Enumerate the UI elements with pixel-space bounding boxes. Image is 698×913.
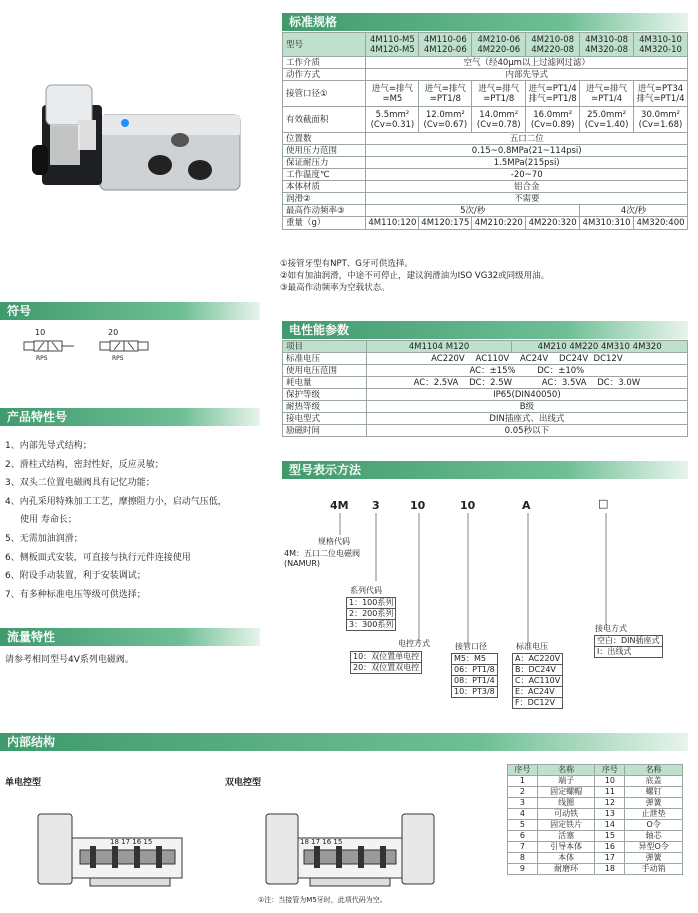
model-code-part: 10 (460, 499, 476, 512)
part-name: 本体 (537, 853, 595, 864)
single-cross-numbers: 18 17 16 15 (110, 838, 153, 846)
spec-cell: 进气=PT1/4 排气=PT1/8 (526, 81, 580, 107)
volt-option: F：DC12V (515, 698, 555, 707)
part-name: O令 (625, 820, 683, 831)
part-no: 13 (595, 809, 625, 820)
part-no: 18 (595, 864, 625, 875)
part-name: 异型O令 (625, 842, 683, 853)
elec-row-value: AC220V AC110V AC24V DC24V DC12V (366, 353, 687, 365)
spec-cell: 进气=排气 =PT1/8 (472, 81, 526, 107)
spec-cell: 16.0mm² (Cv=0.89) (526, 107, 580, 133)
flow-text: 请参考相同型号4V系列电磁阀。 (5, 655, 134, 665)
ctrl-box (350, 651, 422, 674)
port-option: 06：PT1/8 (454, 665, 495, 674)
model-code-part: 10 (410, 499, 426, 512)
part-no: 16 (595, 842, 625, 853)
elec-head: 4M1104 M120 (366, 341, 512, 353)
series-option: 2：200系列 (349, 609, 394, 618)
spec-row-label: 动作方式 (283, 69, 366, 81)
spec-row-value: 五口二位 (366, 133, 688, 145)
spec-note: ①接管牙型有NPT、G牙可供选择。 (280, 259, 413, 269)
conn-option: 空白：DIN插座式 (597, 636, 660, 645)
part-name: 线圈 (537, 798, 595, 809)
part-name: 螺钉 (625, 787, 683, 798)
part-no: 9 (508, 864, 538, 875)
spec-weight: 4M210:220 (472, 217, 526, 230)
flow-section-title: 流量特性 (0, 628, 260, 646)
spec-code-desc: 4M：五口二位电磁阀 (NAMUR) (284, 549, 360, 568)
elec-head: 项目 (283, 341, 367, 353)
parts-head: 名称 (537, 765, 595, 776)
valve-product-image (20, 65, 250, 215)
part-no: 2 (508, 787, 538, 798)
spec-section-title: 标准规格 (282, 13, 688, 31)
part-no: 8 (508, 853, 538, 864)
part-no: 4 (508, 809, 538, 820)
spec-row-value: 0.15~0.8MPa(21~114psi) (366, 145, 688, 157)
part-name: 弹簧 (625, 798, 683, 809)
part-no: 15 (595, 831, 625, 842)
part-no: 10 (595, 776, 625, 787)
spec-weight: 4M220:320 (526, 217, 580, 230)
spec-row-label: 最高作动频率③ (283, 205, 366, 217)
series-title: 系列代码 (350, 586, 382, 595)
volt-option: B：DC24V (513, 665, 562, 676)
part-no: 14 (595, 820, 625, 831)
part-name: 端子 (537, 776, 595, 787)
spec-model: 4M210-06 4M220-06 (472, 33, 526, 57)
feature-item: 6、侧板面式安装，可直接与执行元件连接使用 (5, 552, 191, 563)
symbol-label-10: 10 (35, 328, 46, 337)
elec-row-value: DIN插座式、出线式 (366, 413, 687, 425)
parts-table (507, 764, 683, 875)
spec-row-label: 位置数 (283, 133, 366, 145)
part-no: 6 (508, 831, 538, 842)
spec-model: 4M110-06 4M120-06 (419, 33, 472, 57)
series-option: 3：300系列 (349, 620, 394, 629)
elec-row-label: 使用电压范围 (283, 365, 367, 377)
elec-row-label: 保护等级 (283, 389, 367, 401)
internal-note: ①注：当接管为M5牙时，此项代码为空。 (258, 896, 387, 904)
spec-row-label: 接管口径① (283, 81, 366, 107)
conn-title: 接电方式 (595, 624, 627, 633)
part-no: 7 (508, 842, 538, 853)
feature-item: 6、附设手动装置，利于安装调试； (5, 571, 146, 582)
elec-row-label: 励磁时间 (283, 425, 367, 437)
spec-row-value: 内部先导式 (366, 69, 688, 81)
internal-section-title: 内部结构 (0, 733, 688, 751)
port-option: 08：PT1/4 (454, 676, 495, 685)
valve-symbol-single (22, 336, 82, 362)
parts-head: 名称 (625, 765, 683, 776)
port-box (451, 653, 498, 698)
spec-row-value: 空气（经40μm以上过滤网过滤） (366, 57, 688, 69)
part-name: 引导本体 (537, 842, 595, 853)
part-no: 17 (595, 853, 625, 864)
conn-box (594, 635, 663, 658)
volt-box (512, 653, 563, 709)
part-name: 底盖 (625, 776, 683, 787)
spec-model: 4M310-08 4M320-08 (580, 33, 634, 57)
model-code-part: 4M (330, 499, 349, 512)
spec-row-value: 不需要 (366, 193, 688, 205)
spec-row-label: 润滑② (283, 193, 366, 205)
volt-title: 标准电压 (516, 642, 548, 651)
part-name: 止泄垫 (625, 809, 683, 820)
single-control-label: 单电控型 (5, 778, 42, 788)
ctrl-title: 电控方式 (398, 639, 430, 648)
spec-row-value: 1.5MPa(215psi) (366, 157, 688, 169)
double-control-cross-section (260, 800, 440, 896)
spec-cell: 进气=PT34 排气=PT1/4 (634, 81, 688, 107)
series-box (346, 597, 396, 631)
spec-cell: 5.5mm² (Cv=0.31) (366, 107, 419, 133)
spec-cell: 30.0mm² (Cv=1.68) (634, 107, 688, 133)
port-title: 接管口径 (455, 642, 487, 651)
volt-option: A：AC220V (513, 654, 562, 665)
elec-row-value: IP65(DIN40050) (366, 389, 687, 401)
symbol-label-20: 20 (108, 328, 119, 337)
feature-item: 7、有多种标准电压等级可供选择； (5, 589, 146, 600)
volt-option: E：AC24V (513, 687, 562, 698)
part-name: 弹簧 (625, 853, 683, 864)
elec-row-value: AC：2.5VA DC：2.5W AC：3.5VA DC：3.0W (366, 377, 687, 389)
spec-row-label: 保证耐压力 (283, 157, 366, 169)
part-no: 12 (595, 798, 625, 809)
spec-freq-value: 4次/秒 (580, 205, 688, 217)
elec-row-value: 0.05秒以下 (366, 425, 687, 437)
spec-cell: 进气=排气 =PT1/4 (580, 81, 634, 107)
spec-model: 4M210-08 4M220-08 (526, 33, 580, 57)
model-code-part: A (522, 499, 531, 512)
features-section-title: 产品特性号 (0, 408, 260, 426)
ctrl-option: 20：双位置双电控 (353, 663, 420, 672)
elec-head: 4M210 4M220 4M310 4M320 (512, 341, 688, 353)
part-no: 3 (508, 798, 538, 809)
volt-option: C：AC110V (515, 676, 561, 685)
part-no: 5 (508, 820, 538, 831)
symbol-ports-20: RPS (112, 355, 124, 362)
model-section-title: 型号表示方法 (282, 461, 688, 479)
spec-model: 4M310-10 4M320-10 (634, 33, 688, 57)
spec-model: 4M110-M5 4M120-M5 (366, 33, 419, 57)
feature-item: 4、内孔采用特殊加工工艺，摩擦阻力小，启动气压低， (5, 496, 227, 507)
port-option: 10：PT3/8 (454, 687, 495, 696)
part-name: 可动铁 (537, 809, 595, 820)
part-name: 活塞 (537, 831, 595, 842)
elec-row-label: 标准电压 (283, 353, 367, 365)
spec-row-value: 铝合金 (366, 181, 688, 193)
spec-freq-value: 5次/秒 (366, 205, 580, 217)
spec-row-label: 使用压力范围 (283, 145, 366, 157)
parts-head: 序号 (508, 765, 538, 776)
part-name: 耐磨环 (537, 864, 595, 875)
spec-row-label: 重量（g） (283, 217, 366, 230)
conn-option: I：出线式 (597, 647, 632, 656)
elec-row-label: 耗电量 (283, 377, 367, 389)
spec-row-label: 工作温度℃ (283, 169, 366, 181)
spec-weight: 4M120:175 (419, 217, 472, 230)
port-option: M5：M5 (452, 654, 497, 665)
parts-head: 序号 (595, 765, 625, 776)
spec-weight: 4M110:120 (366, 217, 419, 230)
spec-cell: 14.0mm² (Cv=0.78) (472, 107, 526, 133)
spec-weight: 4M320:400 (634, 217, 688, 230)
feature-item: 3、双头二位置电磁阀具有记忆功能； (5, 478, 155, 489)
elec-table (282, 340, 688, 437)
spec-cell: 25.0mm² (Cv=1.40) (580, 107, 634, 133)
spec-table (282, 32, 688, 230)
feature-item: 5、无需加油润滑； (5, 533, 83, 544)
model-code-part: □ (598, 497, 609, 510)
model-code-part: 3 (372, 499, 380, 512)
spec-row-value: -20~70 (366, 169, 688, 181)
double-cross-numbers: 18 17 16 15 (300, 838, 343, 846)
feature-item: 1、内部先导式结构； (5, 441, 92, 451)
spec-cell: 进气=排气 =M5 (366, 81, 419, 107)
elec-row-value: B级 (366, 401, 687, 413)
feature-item: 2、滑柱式结构，密封性好，反应灵敏； (5, 459, 164, 470)
elec-row-value: AC：±15% DC：±10% (366, 365, 687, 377)
elec-section-title: 电性能参数 (282, 321, 688, 339)
spec-row-label: 本体材质 (283, 181, 366, 193)
spec-weight: 4M310:310 (580, 217, 634, 230)
symbol-ports-10: RPS (36, 355, 48, 362)
spec-note: ③最高作动频率为空载状态。 (280, 283, 390, 293)
elec-row-label: 接电型式 (283, 413, 367, 425)
valve-symbol-double (98, 336, 158, 362)
ctrl-option: 10：双位置单电控 (353, 652, 420, 661)
spec-cell: 12.0mm² (Cv=0.67) (419, 107, 472, 133)
spec-row-label: 工作介质 (283, 57, 366, 69)
part-name: 固定螺帽 (537, 787, 595, 798)
feature-item: 使用 寿命长； (20, 515, 77, 526)
series-option: 1：100系列 (349, 598, 394, 607)
spec-row-label: 有效截面积 (283, 107, 366, 133)
single-control-cross-section (30, 800, 190, 896)
spec-note: ②如有加油润滑，中途不可停止，建议润滑油为ISO VG32或同级用油。 (280, 271, 550, 281)
part-name: 固定铁片 (537, 820, 595, 831)
part-no: 1 (508, 776, 538, 787)
spec-header-label: 型号 (283, 33, 366, 57)
symbol-section-title: 符号 (0, 302, 260, 320)
part-name: 手动销 (625, 864, 683, 875)
double-control-label: 双电控型 (225, 778, 262, 788)
features-list (5, 437, 227, 604)
part-no: 11 (595, 787, 625, 798)
part-name: 轴芯 (625, 831, 683, 842)
elec-row-label: 耐热等级 (283, 401, 367, 413)
spec-code-title: 规格代码 (318, 537, 350, 546)
spec-cell: 进气=排气 =PT1/8 (419, 81, 472, 107)
